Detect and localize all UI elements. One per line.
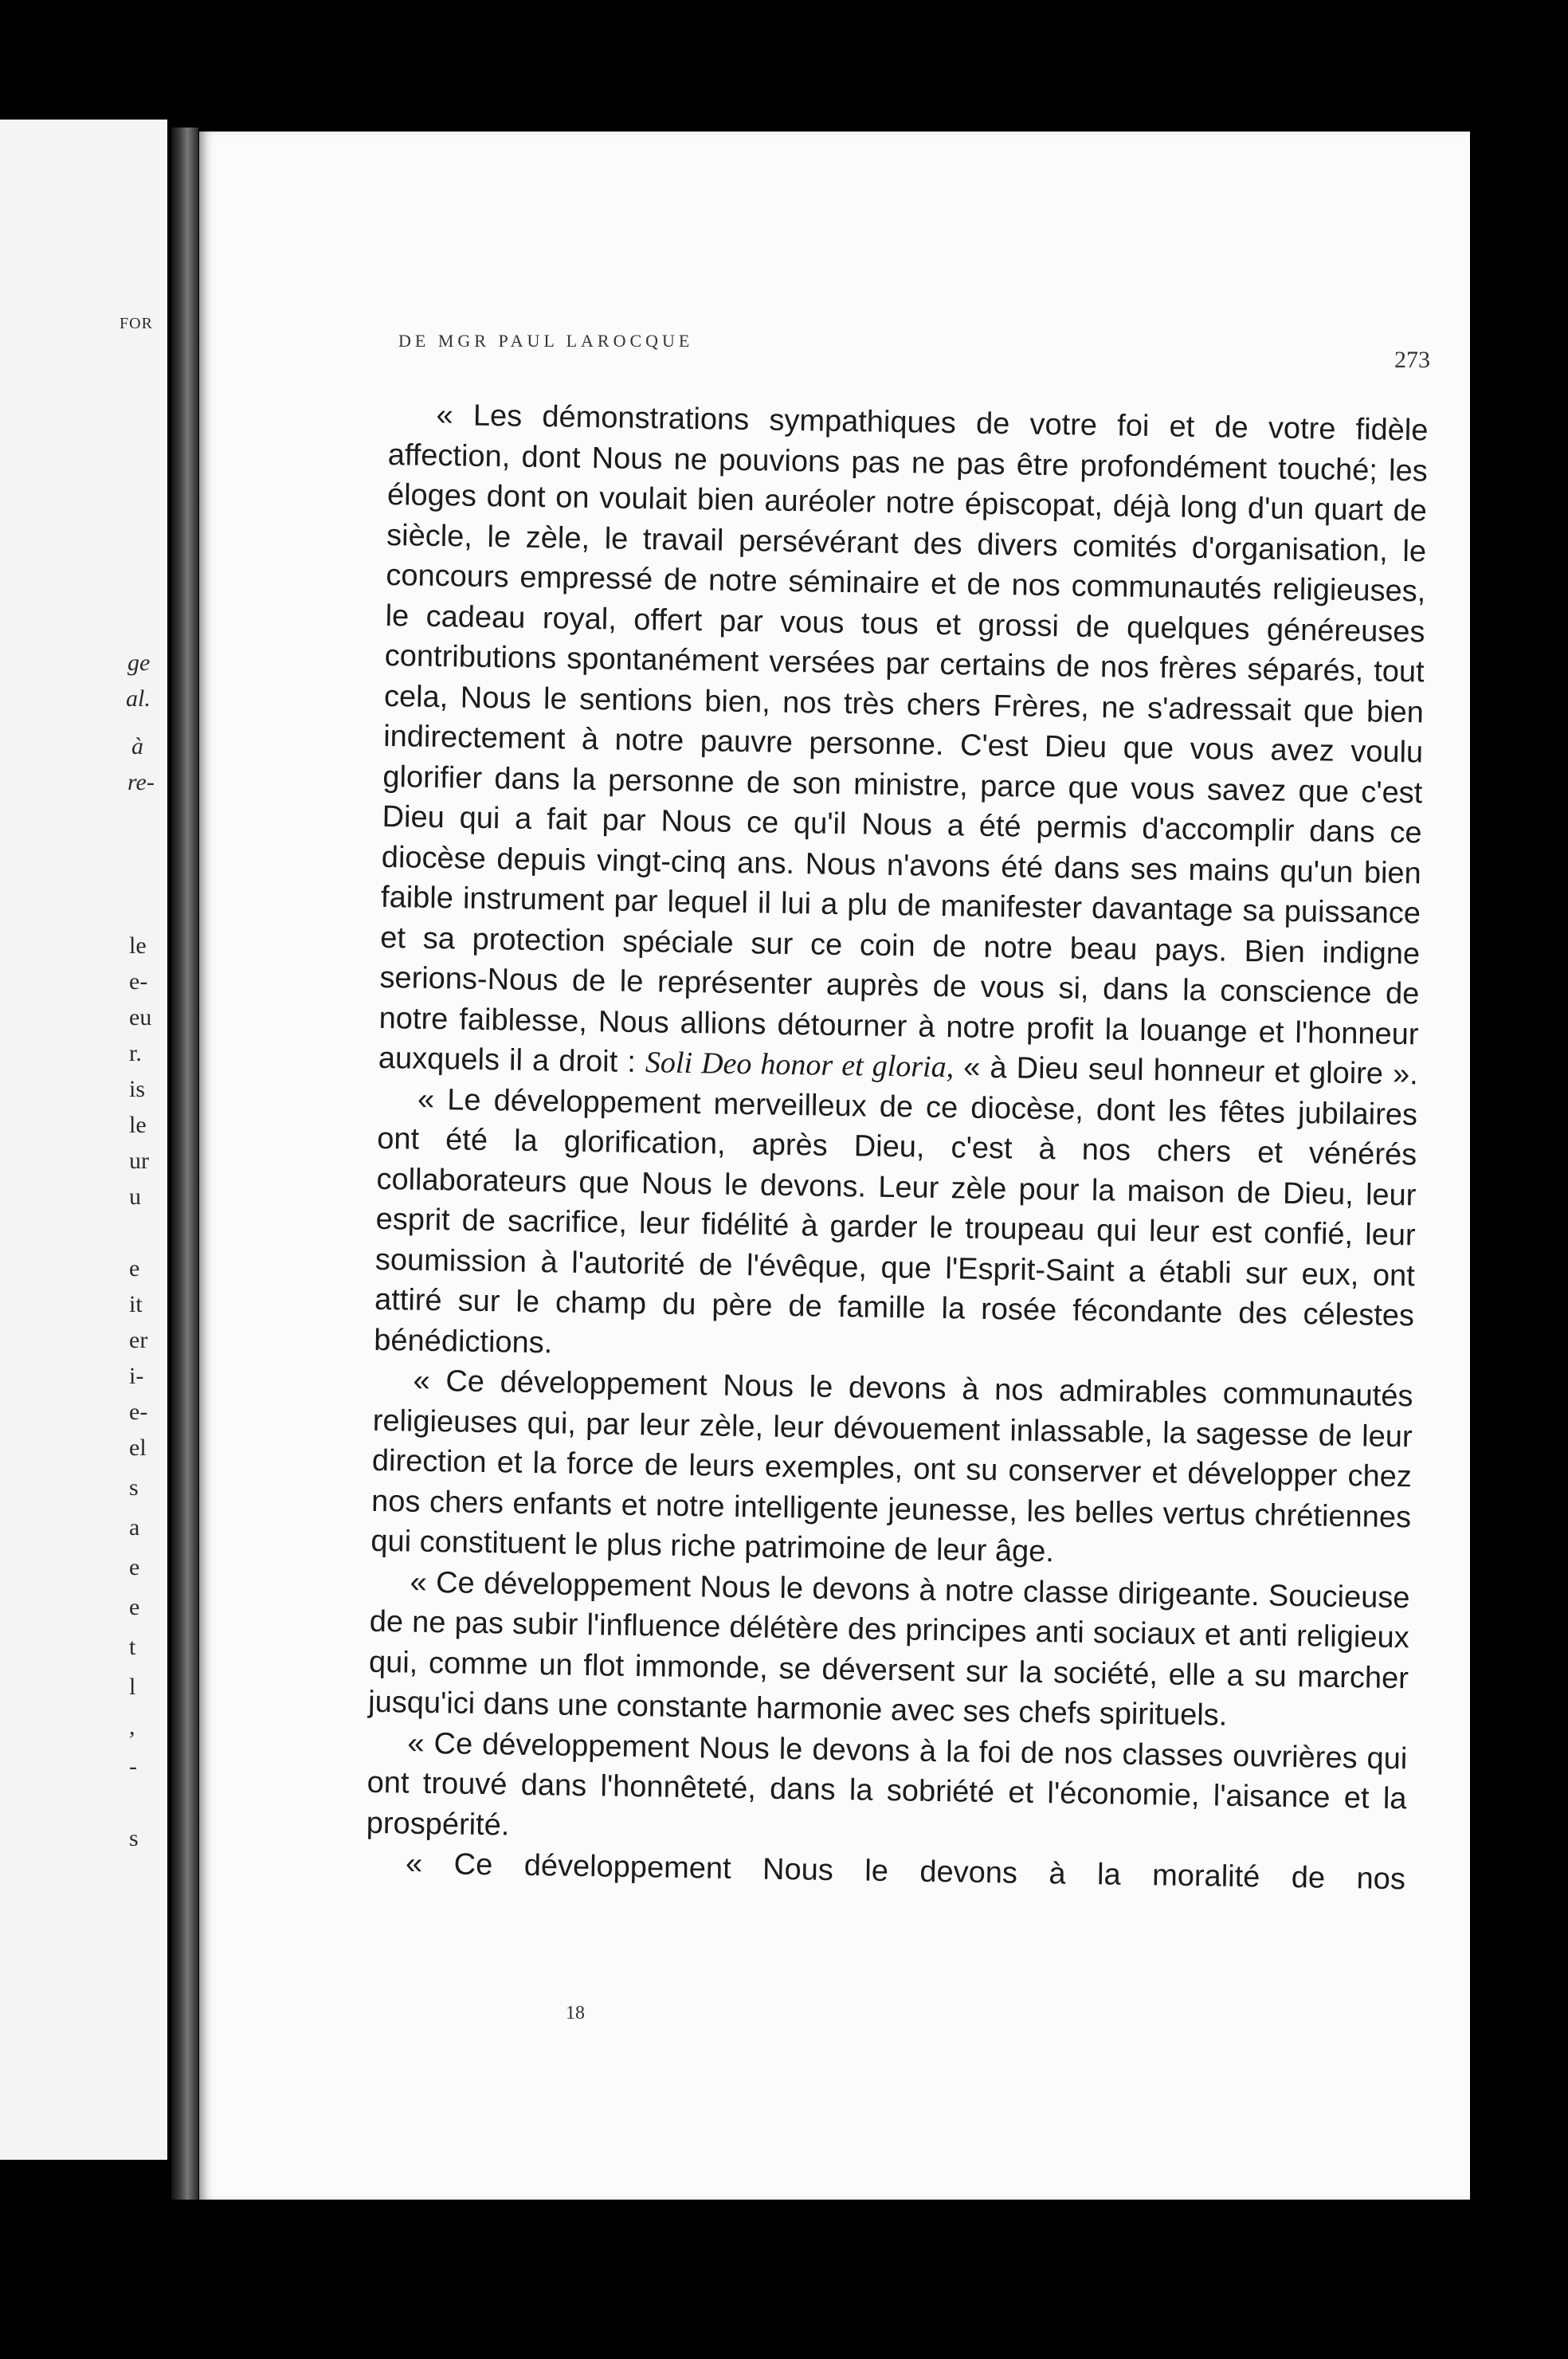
left-page-fragment: it (129, 1291, 143, 1317)
left-page-fragment: er (129, 1327, 148, 1353)
paragraph (378, 394, 1429, 1095)
paragraph-text: « à Dieu seul honneur et gloire ». (962, 1050, 1419, 1092)
page-number: 273 (1394, 347, 1430, 373)
left-page-running-head-fragment: FOR (120, 315, 153, 332)
left-page-fragment: e (129, 1594, 140, 1620)
left-page-fragment: i- (129, 1363, 144, 1389)
paragraph: « Le développement merveilleux de ce diocèse, dont les fêtes jubilaires ont été la glorification, après Dieu, c'est à nos chers et vénérés collaborateurs que Nous le devons. Leur zèle pour la maison de Dieu, leur esprit de sacrifice, leur fidélité à garder le troupeau qui leur est confié, leur soumission à l'autorité de l'évêque, que l'Esprit-Saint a établi sur eux, ont attiré sur le champ du père de famille la rosée fécondante des célestes bénédictions. (374, 1082, 1418, 1360)
signature-number: 18 (566, 2003, 585, 2023)
left-page-fragment: s (129, 1825, 139, 1851)
left-page-fragment: e- (129, 968, 148, 995)
running-head: DE MGR PAUL LAROCQUE (398, 331, 694, 351)
left-page-fragment: e- (129, 1399, 148, 1425)
book-binding-shadow (171, 128, 198, 2200)
latin-quotation: Soli Deo honor et gloria, (645, 1046, 955, 1085)
left-page-fragment: el (129, 1435, 147, 1461)
left-page-fragment: le (129, 1112, 147, 1138)
left-page-fragment: eu (129, 1004, 152, 1030)
left-facing-page (0, 120, 167, 2160)
left-page-fragment: à (131, 733, 143, 760)
paragraph: « Ce développement Nous le devons à notre classe dirigeante. Soucieuse de ne pas subir l'influence délétère des principes anti sociaux et anti religieux qui, comme un flot immonde, se déversent sur la société, elle a su marcher jusqu'ici dans une constante harmonie avec ses chefs spirituels. (367, 1565, 1410, 1733)
left-page-fragment: , (129, 1713, 135, 1740)
left-page-fragment: r. (129, 1040, 142, 1066)
paragraph: « Ce développement Nous le devons à la moralité de nos (405, 1847, 1406, 1897)
left-page-fragment: ur (129, 1148, 149, 1174)
left-page-fragment: a (129, 1514, 140, 1541)
left-page-fragment: e (129, 1255, 140, 1282)
left-page-fragment: re- (127, 769, 155, 795)
left-page-fragment: al. (126, 685, 151, 712)
paragraph: « Ce développement Nous le devons à nos admirables communautés religieuses qui, par leur zèle, leur dévouement inlassable, la sagesse de leur direction et la force de leurs exemples, ont su conserver et développer chez nos chers enfants et notre intelligente jeunesse, les belles vertus chrétiennes qui constituent le plus riche patrimoine de leur âge. (370, 1364, 1413, 1569)
paragraph-text: « Les démonstrations sympathiques de votre foi et de votre fidèle affection, dont Nous ne pouvions pas ne pas être profondément touché; les éloges dont on voulait bien auréoler notre épiscopat, déjà long d'un quart de siècle, le zèle, le travail persévérant des divers comités d'organisation, le concours empressé de notre séminaire et de nos communautés religieuses, le cadeau royal, offert par vous tous et grossi de quelques généreuses contributions spontanément versées par certains de nos frères séparés, tout cela, Nous le sentions bien, nos très chers Frères, ne s'adressait que bien indirectement à notre pauvre personne. C'est Dieu que vous avez voulu glorifier dans la personne de son ministre, parce que vous savez que c'est Dieu qui a fait par Nous ce qu'il Nous a été permis d'accomplir dans ce diocèse depuis vingt-cinq ans. Nous n'avons été dans ses mains qu'un bien faible instrument par lequel il lui a plu de manifester davantage sa puissance et sa protection spéciale sur ce coin de notre beau pays. Bien indigne serions-Nous de le représenter auprès de vous si, dans la conscience de notre faiblesse, Nous allions détourner à notre profit la louange et l'honneur auxquels il a droit : (378, 398, 1429, 1079)
left-page-fragment: - (129, 1753, 137, 1780)
body-text (366, 394, 1429, 1900)
paragraph: « Ce développement Nous le devons à la foi de nos classes ouvrières qui ont trouvé dans l'honnêteté, dans la sobriété et l'économie, l'aisance et la prospérité. (366, 1726, 1408, 1843)
left-page-fragment: u (129, 1183, 141, 1210)
left-page-fragment: t (129, 1634, 136, 1660)
left-page-fragment: s (129, 1474, 139, 1501)
left-page-fragment: e (129, 1554, 140, 1580)
left-page-fragment: l (129, 1674, 136, 1700)
left-page-fragment: le (129, 932, 147, 959)
left-page-fragment: ge (127, 650, 151, 676)
right-page (199, 131, 1470, 2200)
left-page-fragment: is (129, 1076, 146, 1102)
